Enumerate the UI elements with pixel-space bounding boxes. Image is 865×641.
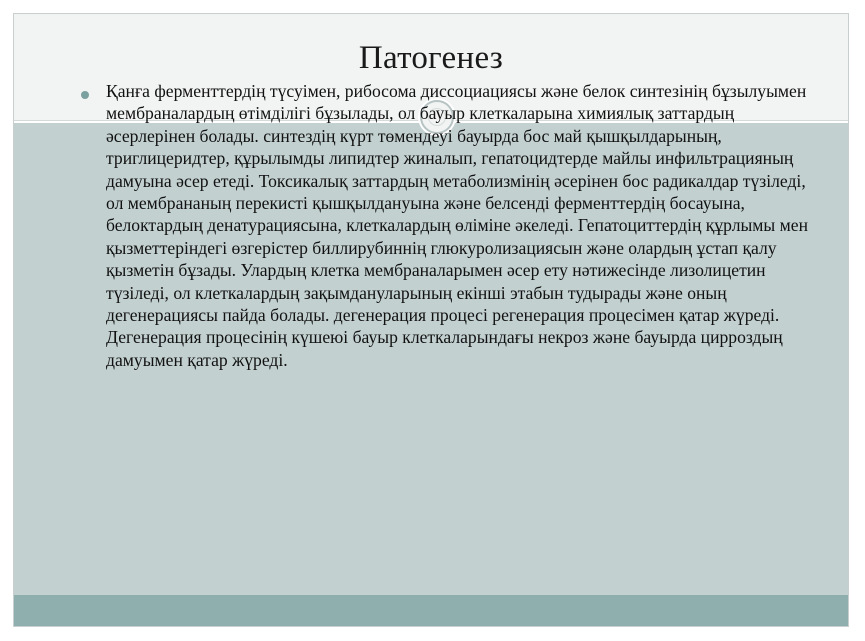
bullet-dot-icon [81, 91, 89, 99]
slide-title: Патогенез [358, 40, 504, 76]
footer-bar [14, 595, 848, 626]
slide [13, 13, 849, 627]
bullet-text: Қанға ферменттердің түсуімен, рибосома диссоциациясы және белок синтезінің бұзылуымен мембраналардың өтімділігі бұзылады, ол бауыр клеткаларына химиялық заттардың әсерлерінен болады. синтездің күрт төмендеуі бауырда бос май қышқылдарының, триглицеридтер, құрылымды липидтер жиналып, гепатоцидтерде майлы инфильтрацияның дамуына әсер етеді. Токсикалық заттардың метаболизмінің әсерінен бос радикалдар түзіледі, ол мембрананың перекисті қышқылдануына және белсенді ферменттердің босауына, белоктардың денатурациясына, клеткалардың өліміне әкеледі. Гепатоциттердің құрлымы мен қызметтеріндегі өзгерістер биллирубиннің глюкуролизациясын және олардың ұстап қалу қызметін бұзады. Улардың клетка мембраналарымен әсер ету нәтижесінде лизолицетин түзіледі, ол клеткалардың зақымдануларының екінші этабын тудырады және оның дегенерациясы пайда болады. дегенерация процесі регенерация процесімен қатар жүреді. Дегенерация процесінің күшеюі бауыр клеткаларындағы некроз және бауырда цирроздың дамуымен қатар жүреді. [106, 81, 809, 370]
slide-body [106, 80, 826, 371]
